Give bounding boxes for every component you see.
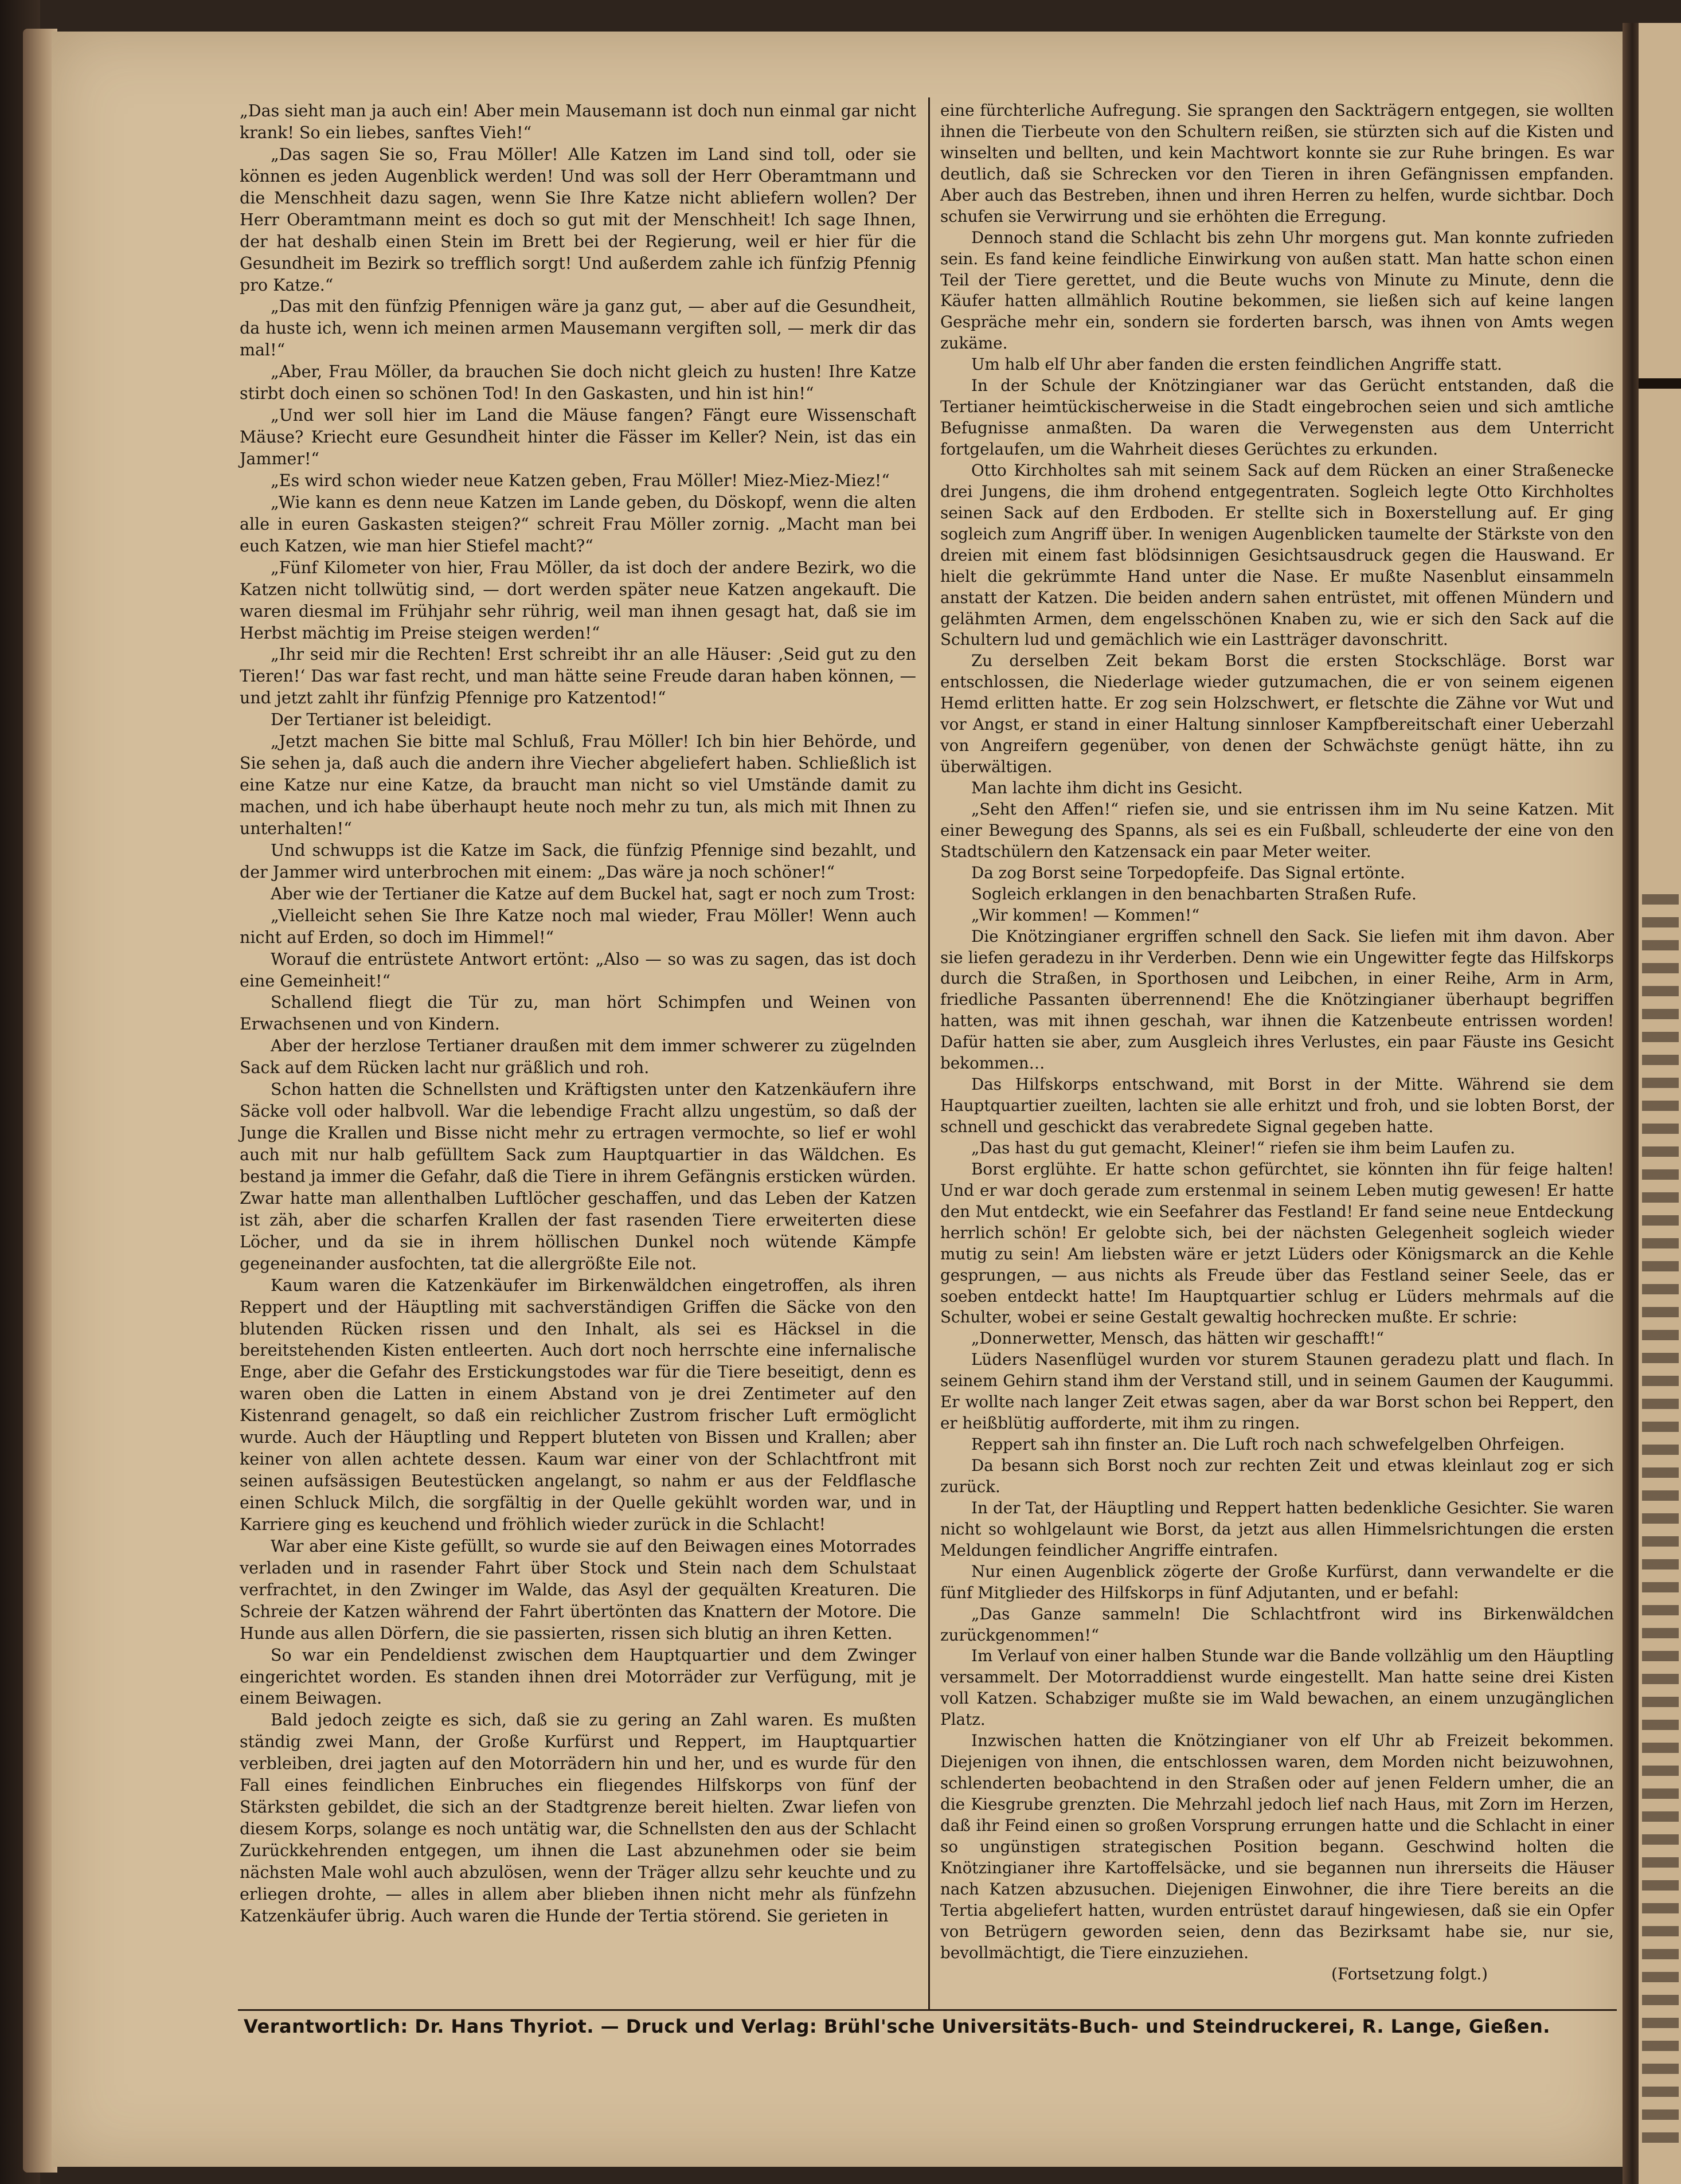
adjacent-page-rule <box>1639 378 1681 389</box>
book-gutter <box>1623 23 1639 2184</box>
paragraph: „Ihr seid mir die Rechten! Erst schreibt ihr an alle Häuser: ‚Seid gut zu den Tieren!‘ Das war fast recht, und man hätte seine Freude daran haben können, — und jetzt zahlt ihr fünfzig Pfennige pro Katzentod!“ <box>240 645 916 708</box>
paragraph: eine fürchterliche Aufregung. Sie sprangen den Sackträgern entgegen, sie wollten ihnen die Tierbeute von den Schultern reißen, sie stürzten sich auf die Kisten und winselten und bellten, und kein Machtwort konnte sie zur Ruhe bringen. Es war deutlich, daß sie Schrecken vor den Tieren in ihren Gefängnissen empfanden. Aber auch das Bestreben, ihnen und ihren Herren zu helfen, wurde sichtbar. Doch schufen sie Verwirrung und sie erhöhten die Erregung. <box>940 101 1614 226</box>
paragraph: Worauf die entrüstete Antwort ertönt: „Also — so was zu sagen, das ist doch eine Gemeinheit!“ <box>240 949 916 991</box>
paragraph: Da besann sich Borst noch zur rechten Zeit und etwas kleinlaut zog er sich zurück. <box>940 1456 1614 1496</box>
paragraph: Sogleich erklangen in den benachbarten Straßen Rufe. <box>971 884 1417 903</box>
paragraph: „Aber, Frau Möller, da brauchen Sie doch nicht gleich zu husten! Ihre Katze stirbt doch einen so schönen Tod! In den Gaskasten, und hin ist hin!“ <box>240 362 916 404</box>
paragraph: Zu derselben Zeit bekam Borst die ersten Stockschläge. Borst war entschlossen, die Niederlage wieder gutzumachen, die er von seinem eigenen Hemd erlitten hatte. Er zog sein Holzschwert, er fletschte die Zähne vor Wut und vor Angst, er stand in einer Haltung sinnloser Kampfbereitschaft einer Ueberzahl von Angreifern gegenüber, von denen der Schwächste genügt hätte, ihn zu überwältigen. <box>940 651 1614 777</box>
paragraph: „Fünf Kilometer von hier, Frau Möller, da ist doch der andere Bezirk, wo die Katzen nicht tollwütig sind, — dort werden später neue Katzen angekauft. Die waren diesmal im Frühjahr sehr rührig, weil man ihnen gesagt hat, daß sie im Herbst mächtig im Preise steigen werden!“ <box>240 558 916 643</box>
paragraph: „Das hast du gut gemacht, Kleiner!“ riefen sie ihm beim Laufen zu. <box>971 1138 1515 1157</box>
paragraph: „Donnerwetter, Mensch, das hätten wir geschafft!“ <box>971 1329 1385 1348</box>
paragraph: Im Verlauf von einer halben Stunde war die Bande vollzählig um den Häuptling versammelt. Der Motorraddienst wurde eingestellt. Man hatte seine drei Kisten voll Katzen. Schabziger mußte sie im Wald bewachen, an einem unzugänglichen Platz. <box>940 1646 1614 1729</box>
paragraph: Aber der herzlose Tertianer draußen mit dem immer schwerer zu zügelnden Sack auf dem Rücken lacht nur gräßlich und roh. <box>240 1036 916 1078</box>
paragraph: Bald jedoch zeigte es sich, daß sie zu gering an Zahl waren. Es mußten ständig zwei Mann, der Große Kurfürst und Reppert, im Hauptquartier verbleiben, drei jagten auf den Motorrädern hin und her, und es wurde für den Fall eines feindlichen Einbruches ein fliegendes Hilfskorps von fünf der Stärksten gebildet, die sich an der Stadtgrenze bereit hielten. Zwar liefen von diesem Korps, solange es noch untätig war, die Schnellsten den aus der Schlacht Zurückkehrenden entgegen, um ihnen die Last abzunehmen oder sie beim nächsten Male wohl auch abzulösen, wenn der Träger allzu sehr keuchte und zu erliegen drohte, — alles in allem aber blieben ihnen nicht mehr als fünfzehn Katzenkäufer übrig. Auch waren die Hunde der Tertia störend. Sie gerieten in <box>240 1711 916 1925</box>
paragraph: Otto Kirchholtes sah mit seinem Sack auf dem Rücken an einer Straßenecke drei Jungens, die ihm drohend entgegentraten. Sogleich legte Otto Kirchholtes seinen Sack auf den Erdboden. Er stellte sich in Boxerstellung auf. Er ging sogleich zum Angriff über. In wenigen Augenblicken taumelte der Stärkste von den dreien mit einem fast blödsinnigen Gesichtsausdruck gegen die Hauswand. Er hielt die gekrümmte Hand unter die Nase. Er mußte Nasenblut einsammeln anstatt der Katzen. Die beiden andern sahen entrüstet, mit offenen Mündern und gelähmten Armen, dem engelsschönen Knaben zu, wie er sich den Sack auf die Schultern lud und gemächlich wie ein Lastträger davonschritt. <box>940 460 1614 649</box>
continuation-note: (Fortsetzung folgt.) <box>1331 1964 1488 1983</box>
paragraph: „Und wer soll hier im Land die Mäuse fangen? Fängt eure Wissenschaft Mäuse? Kriecht eure Gesundheit hinter die Fässer im Keller? Nein, ist das ein Jammer!“ <box>240 406 916 468</box>
paragraph: Um halb elf Uhr aber fanden die ersten feindlichen Angriffe statt. <box>971 355 1502 374</box>
paragraph: Borst erglühte. Er hatte schon gefürchtet, sie könnten ihn für feige halten! Und er war doch gerade zum erstenmal in seinem Leben mutig gewesen! Er hatte den Mut entdeckt, wie ein Seefahrer das Festland! Er fand seine neue Entdeckung herrlich schön! Er gelobte sich, bei der nächsten Gelegenheit sogleich wieder mutig zu sein! Am liebsten wäre er jetzt Lüders oder Königsmarck an die Kehle gesprungen, — aus nichts als Freude über das Festland seiner Seele, das er soeben entdeckt hatte! Im Hauptquartier schlug er Lüders mehrmals auf die Schulter, wobei er seine Gestalt gewaltig hochrecken mußte. Er schrie: <box>940 1159 1614 1327</box>
paragraph: „Vielleicht sehen Sie Ihre Katze noch mal wieder, Frau Möller! Wenn auch nicht auf Erden, so doch im Himmel!“ <box>240 906 916 947</box>
column-divider <box>928 97 930 2009</box>
paragraph: Man lachte ihm dicht ins Gesicht. <box>971 778 1243 797</box>
paragraph: „Seht den Affen!“ riefen sie, und sie entrissen ihm im Nu seine Katzen. Mit einer Bewegung des Spanns, als sei es ein Fußball, schleuderte der eine von den Stadtschülern den Katzensack ein paar Meter weiter. <box>940 799 1614 861</box>
paragraph: Reppert sah ihn finster an. Die Luft roch nach schwefelgelben Ohrfeigen. <box>971 1435 1565 1454</box>
paragraph: In der Tat, der Häuptling und Reppert hatten bedenkliche Gesichter. Sie waren nicht so wohlgelaunt wie Borst, da jetzt aus allen Himmelsrichtungen die ersten Meldungen feindlicher Angriffe eintrafen. <box>940 1498 1614 1560</box>
paragraph: In der Schule der Knötzingianer war das Gerücht entstanden, daß die Tertianer heimtückischerweise in die Stadt eingebrochen seien und sich amtliche Befugnisse anmaßten. Da waren die Verwegensten aus dem Unterricht fortgelaufen, um die Wahrheit dieses Gerüchtes zu erkunden. <box>940 376 1614 459</box>
paragraph: „Wir kommen! — Kommen!“ <box>971 905 1200 925</box>
paragraph: „Es wird schon wieder neue Katzen geben, Frau Möller! Miez-Miez-Miez!“ <box>271 471 890 490</box>
article-column-right <box>940 100 1614 1985</box>
paragraph: So war ein Pendeldienst zwischen dem Hauptquartier und dem Zwinger eingerichtet worden. Es standen ihnen drei Motorräder zur Verfügung, mit je einem Beiwagen. <box>240 1645 916 1708</box>
paragraph: Dennoch stand die Schlacht bis zehn Uhr morgens gut. Man konnte zufrieden sein. Es fand keine feindliche Einwirkung von außen statt. Man hatte schon einen Teil der Tiere gerettet, und die Beute wuchs von Minute zu Minute, denn die Käufer hatten allmählich Routine bekommen, sie ließen sich auf keine langen Gespräche mehr ein, sondern sie forderten barsch, was ihnen von Amts wegen zukäme. <box>940 228 1614 353</box>
paragraph: Da zog Borst seine Torpedopfeife. Das Signal ertönte. <box>971 863 1405 882</box>
paragraph: Inzwischen hatten die Knötzingianer von elf Uhr ab Freizeit bekommen. Diejenigen von ihnen, die entschlossen waren, dem Morden nicht beizuwohnen, schlenderten beobachtend in den Straßen oder auf jenen Feldern umher, die an die Kiesgrube grenzten. Die Mehrzahl jedoch lief nach Haus, mit Zorn im Herzen, daß ihr Feind einen so großen Vorsprung errungen hatte und die Schlacht in einer so ungünstigen strategischen Position begann. Geschwind holten die Knötzingianer ihre Kartoffelsäcke, und sie begannen nun ihrerseits die Häuser nach Katzen abzusuchen. Diejenigen Einwohner, die ihre Tiere bereits an die Tertia abgeliefert hatten, wurden entrüstet darauf hingewiesen, daß sie ein Opfer von Betrügern geworden seien, denn das Bezirksamt habe sie, nur sie, bevollmächtigt, die Tiere einzuziehen. <box>940 1731 1614 1962</box>
paragraph: Und schwupps ist die Katze im Sack, die fünfzig Pfennige sind bezahlt, und der Jammer wird unterbrochen mit einem: „Das wäre ja noch schöner!“ <box>240 840 916 882</box>
paragraph: Schon hatten die Schnellsten und Kräftigsten unter den Katzenkäufern ihre Säcke voll oder halbvoll. War die lebendige Fracht allzu ungestüm, so daß der Junge die Krallen und Bisse nicht mehr zu ertragen vermochte, so lief er wohl auch mit nur halb gefülltem Sack zum Hauptquartier in das Wäldchen. Es bestand ja immer die Gefahr, daß die Tiere in ihrem Gefängnis ersticken würden. Zwar hatte man allenthalben Luftlöcher geschaffen, und das Leben der Katzen ist zäh, aber die scharfen Krallen der fast rasenden Tiere erweiterten diese Löcher, und da sie in ihrem höllischen Dunkel noch wütende Kämpfe gegeneinander ausfochten, tat die allergrößte Eile not. <box>240 1080 916 1273</box>
paragraph: Der Tertianer ist beleidigt. <box>271 710 492 730</box>
paragraph: „Wie kann es denn neue Katzen im Lande geben, du Döskopf, wenn die alten alle in euren Gaskasten steigen?“ schreit Frau Möller zornig. „Macht man bei euch Katzen, wie man hier Stiefel macht?“ <box>240 492 916 555</box>
paragraph: Das Hilfskorps entschwand, mit Borst in der Mitte. Während sie dem Hauptquartier zueilten, lachten sie alle erhitzt und froh, und sie lobten Borst, der schnell und geschickt das verabredete Signal gegeben hatte. <box>940 1075 1614 1136</box>
paragraph: „Das sagen Sie so, Frau Möller! Alle Katzen im Land sind toll, oder sie können es jeden Augenblick werden! Und was soll der Herr Oberamtmann und die Menschheit dazu sagen, wenn Sie Ihre Katze nicht abliefern wollen? Der Herr Oberamtmann meint es doch so gut mit der Menschheit! Ich sage Ihnen, der hat deshalb einen Stein im Brett bei der Regierung, weil er hier für die Gesundheit im Bezirk so trefflich sorgt! Und außerdem zahle ich fünfzig Pfennig pro Katze.“ <box>240 144 916 295</box>
paragraph: Die Knötzingianer ergriffen schnell den Sack. Sie liefen mit ihm davon. Aber sie liefen geradezu in ihr Verderben. Denn wie ein Ungewitter fegte das Hilfskorps durch die Straßen, in Sporthosen und Leibchen, in einer Reihe, Arm in Arm, friedliche Passanten überrennend! Ehe die Knötzingianer überhaupt begriffen hatten, was mit ihnen geschah, war ihnen die Katzenbeute entrissen worden! Dafür hatten sie aber, zum Ausgleich ihres Verlustes, ein paar Fäuste ins Gesicht bekommen… <box>940 926 1614 1073</box>
paragraph: „Jetzt machen Sie bitte mal Schluß, Frau Möller! Ich bin hier Behörde, und Sie sehen ja, daß auch die andern ihre Viecher abgeliefert haben. Schließlich ist eine Katze nur eine Katze, da braucht man nicht so viel Umstände damit zu machen, und ich habe überhaupt heute noch mehr zu tun, als mich mit Ihnen zu unterhalten!“ <box>240 732 916 838</box>
paragraph: Lüders Nasenflügel wurden vor sturem Staunen geradezu platt und flach. In seinem Gehirn stand ihm der Verstand still, und in seinem Gaumen der Kaugummi. Er wollte nach langer Zeit etwas sagen, aber da war Borst schon bei Reppert, den er heißblütig aufforderte, mit ihm zu ringen. <box>940 1350 1614 1433</box>
paragraph: „Das Ganze sammeln! Die Schlachtfront wird ins Birkenwäldchen zurückgenommen!“ <box>940 1604 1614 1645</box>
paragraph: „Das mit den fünfzig Pfennigen wäre ja ganz gut, — aber auf die Gesundheit, da huste ich, wenn ich meinen armen Mausemann vergiften soll, — merk dir das mal!“ <box>240 297 916 360</box>
paragraph: Nur einen Augenblick zögerte der Große Kurfürst, dann verwandelte er die fünf Mitglieder des Hilfskorps in fünf Adjutanten, und er befahl: <box>940 1561 1614 1602</box>
imprint-footer: Verantwortlich: Dr. Hans Thyriot. — Druck und Verlag: Brühl'sche Universitäts-Buch- und Steindruckerei, R. Lange, Gießen. <box>244 2015 1550 2037</box>
article-column-left <box>240 100 916 1927</box>
paragraph: Aber wie der Tertianer die Katze auf dem Buckel hat, sagt er noch zum Trost: <box>271 884 916 903</box>
paragraph: War aber eine Kiste gefüllt, so wurde sie auf den Beiwagen eines Motorrades verladen und in rasender Fahrt über Stock und Stein nach dem Schulstaat verfrachtet, in den Zwinger im Walde, das Asyl der gequälten Kreaturen. Die Schreie der Katzen während der Fahrt übertönten das Knattern der Motore. Die Hunde aus allen Dörfern, die sie passierten, rissen sich blutig an ihren Ketten. <box>240 1536 916 1643</box>
paragraph: Kaum waren die Katzenkäufer im Birkenwäldchen eingetroffen, als ihren Reppert und der Häuptling mit sachverständigen Griffen die Säcke von den blutenden Rücken rissen und den Inhalt, als sei es Häcksel in die bereitstehenden Kisten entleerten. Auch dort noch herrschte eine infernalische Enge, aber die Gefahr des Erstickungstodes war für die Tiere beseitigt, denn es waren oben die Latten in einem Abstand von je drei Zentimeter auf den Kistenrand genagelt, so daß ein reichlicher Zustrom frischer Luft ermöglicht wurde. Auch der Häuptling und Reppert bluteten von Bissen und Krallen; aber keiner von allen achtete dessen. Kaum war einer von der Schlachtfront mit seinen aufsässigen Beutestücken angelangt, so nahm er aus der Feldflasche einen Schluck Milch, die sorgfältig in der Quelle gekühlt worden war, und in Karriere ging es keuchend und fröhlich wieder zurück in die Schlacht! <box>240 1275 916 1534</box>
adjacent-page-text-fragment <box>1642 894 1679 2155</box>
paragraph: Schallend fliegt die Tür zu, man hört Schimpfen und Weinen von Erwachsenen und von Kindern. <box>240 993 916 1034</box>
adjacent-page-fragment <box>1639 23 1681 2184</box>
paragraph: „Das sieht man ja auch ein! Aber mein Mausemann ist doch nun einmal gar nicht krank! So ein liebes, sanftes Vieh!“ <box>240 101 916 142</box>
footer-rule <box>238 2009 1617 2011</box>
